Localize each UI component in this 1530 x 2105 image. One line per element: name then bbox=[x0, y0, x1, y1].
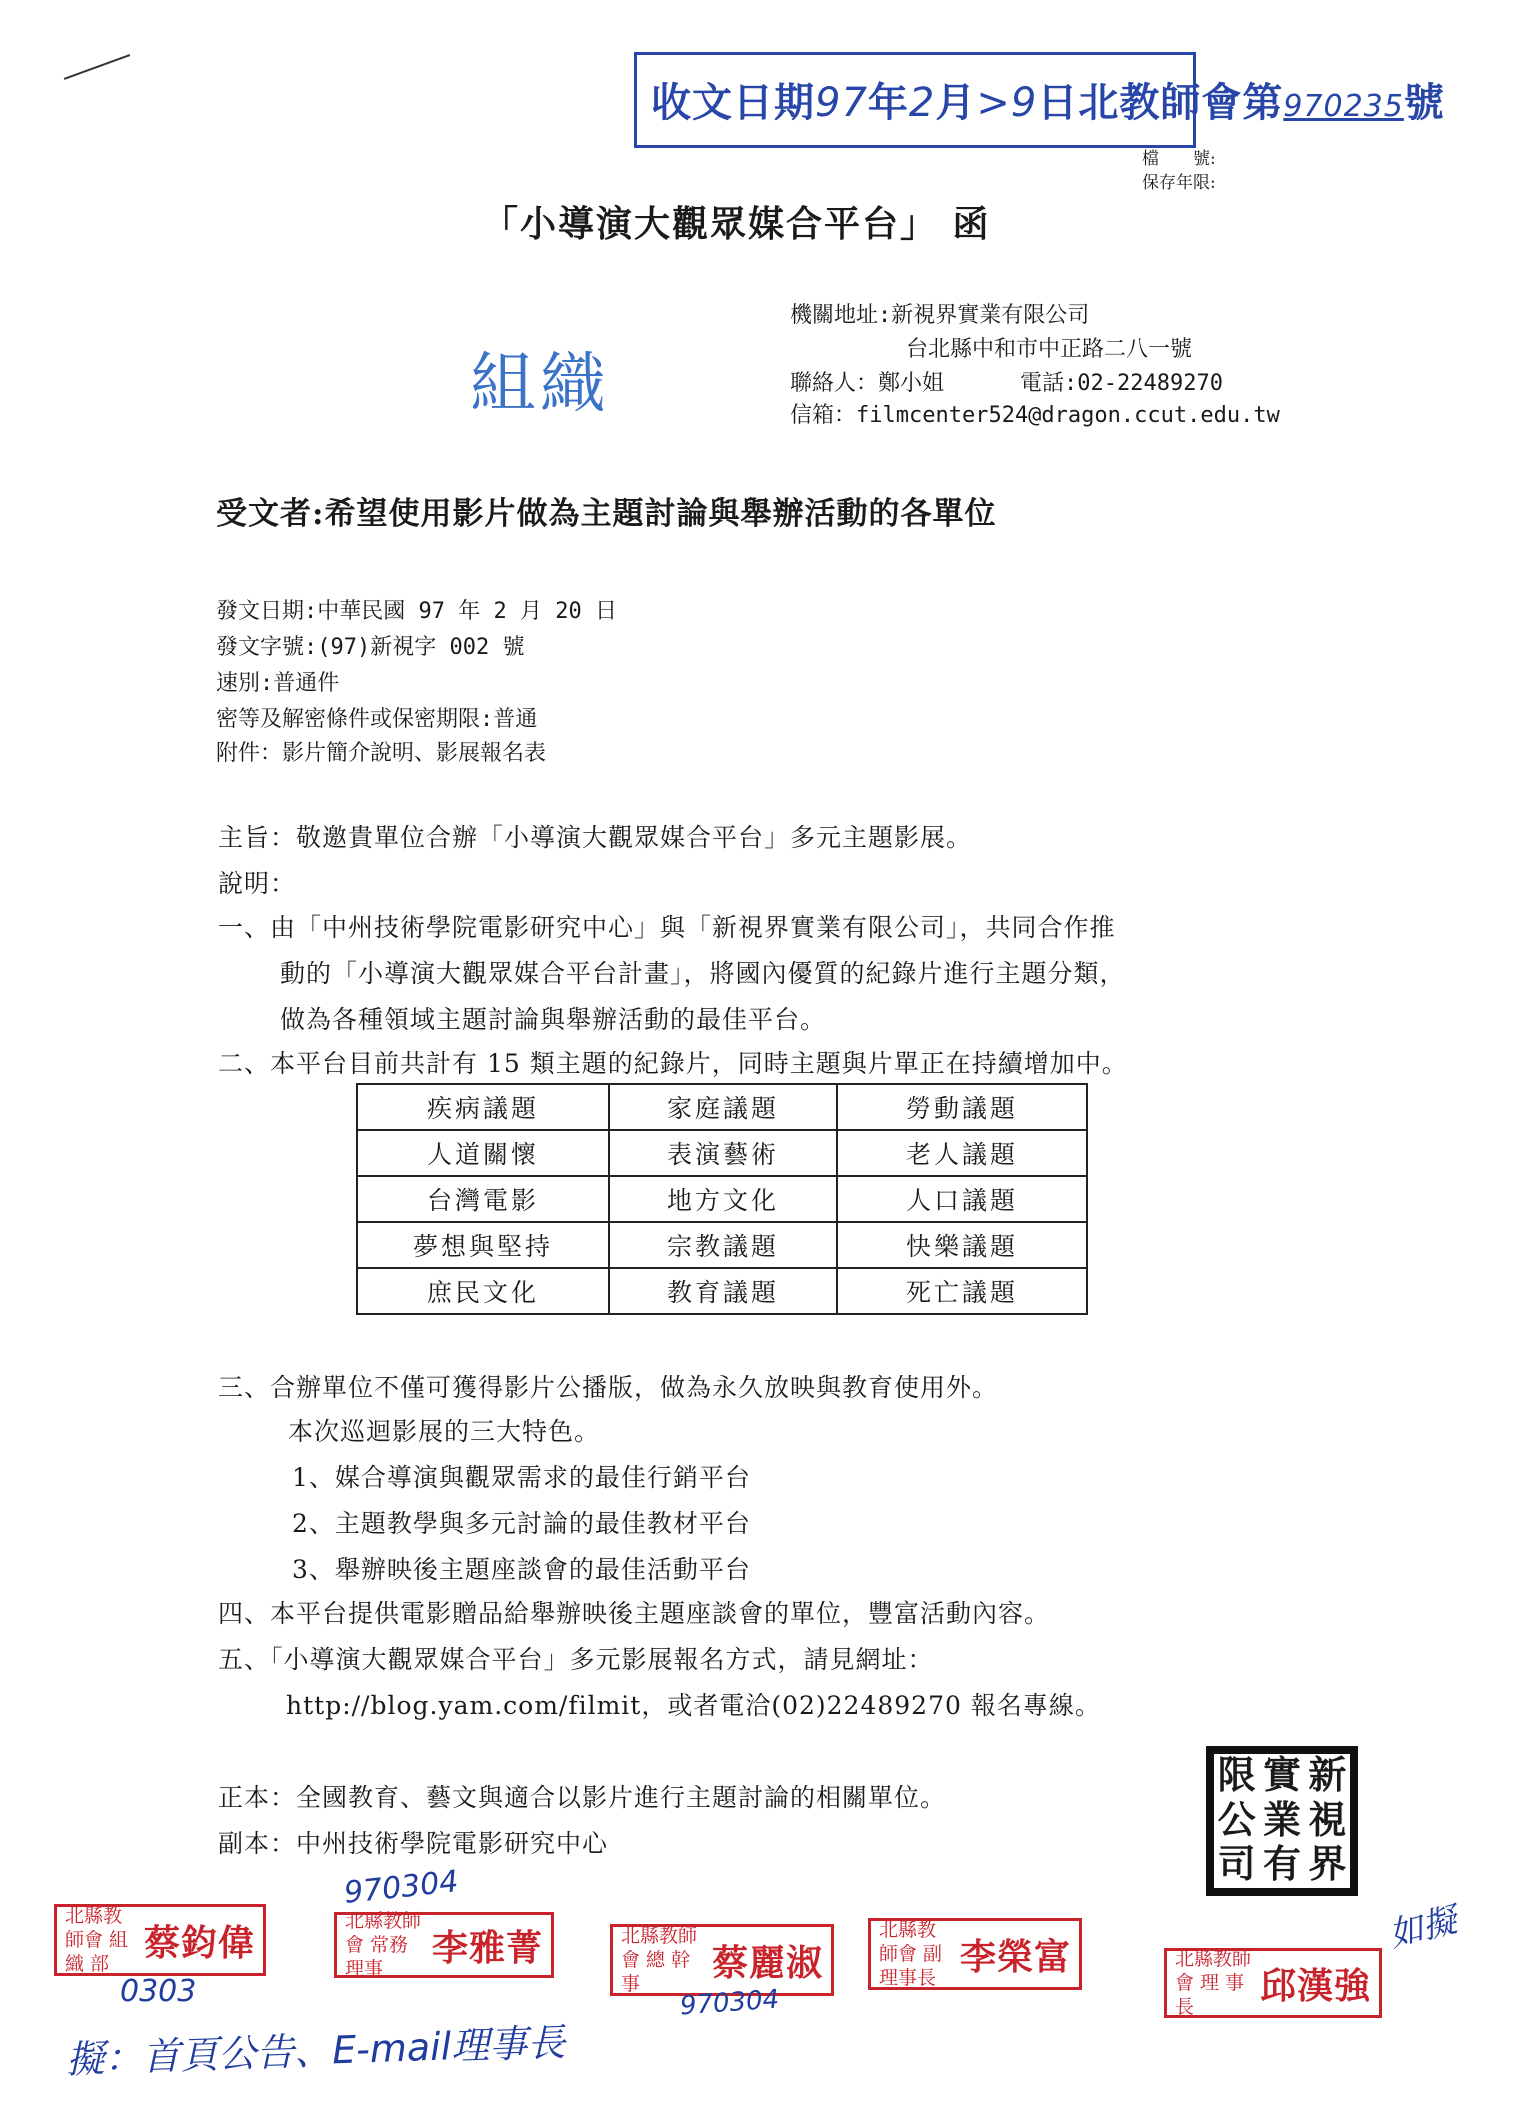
table-cell: 勞動議題 bbox=[837, 1084, 1087, 1130]
item-1-line-2: 動的「小導演大觀眾媒合平台計畫」，將國內優質的紀錄片進行主題分類， bbox=[280, 959, 1126, 988]
approval-stamp-standing-director bbox=[334, 1912, 554, 1978]
handwritten-instruction: 擬：首頁公告、E-mail理事長 bbox=[65, 2020, 566, 2082]
seal-char: 界 bbox=[1308, 1842, 1347, 1887]
seal-char: 實 bbox=[1262, 1753, 1301, 1797]
table-cell: 宗教議題 bbox=[609, 1222, 837, 1268]
table-row bbox=[357, 1084, 1087, 1130]
retention-label: 保存年限: bbox=[1142, 173, 1216, 193]
handwritten-approval: 如擬 bbox=[1385, 1900, 1461, 1956]
contact-email: 信箱：filmcenter524@dragon.ccut.edu.tw bbox=[790, 403, 1280, 428]
receipt-stamp: 收文日期97年2月>9日北教師會第970235號 bbox=[634, 52, 1196, 148]
stamp-title: 北縣教師會 副理事長 bbox=[879, 1919, 943, 1989]
seal-char: 新 bbox=[1308, 1753, 1347, 1797]
item-1-line-1: 一、由「中州技術學院電影研究中心」與「新視界實業有限公司」，共同合作推 bbox=[218, 913, 1116, 942]
seal-char: 有 bbox=[1262, 1842, 1301, 1887]
table-row bbox=[357, 1268, 1087, 1314]
table-row bbox=[357, 1130, 1087, 1176]
stamp-title: 北縣教師會 組 織 部 bbox=[65, 1905, 129, 1975]
issue-date: 發文日期:中華民國 97 年 2 月 20 日 bbox=[216, 599, 617, 624]
issue-number: 發文字號:(97)新視字 002 號 bbox=[216, 635, 525, 660]
security-level: 密等及解密條件或保密期限:普通 bbox=[216, 707, 538, 732]
approval-stamp-org-dept bbox=[54, 1904, 266, 1976]
table-cell: 台灣電影 bbox=[357, 1176, 609, 1222]
table-cell: 老人議題 bbox=[837, 1130, 1087, 1176]
feature-2: 2、主題教學與多元討論的最佳教材平台 bbox=[292, 1509, 751, 1538]
table-cell: 人口議題 bbox=[837, 1176, 1087, 1222]
item-2: 二、本平台目前共計有 15 類主題的紀錄片，同時主題與片單正在持續增加中。 bbox=[218, 1049, 1128, 1078]
stamp-title: 北縣教師會 常務理事 bbox=[345, 1910, 422, 1980]
item-4: 四、本平台提供電影贈品給舉辦映後主題座談會的單位，豐富活動內容。 bbox=[218, 1599, 1051, 1628]
recipient-line: 受文者:希望使用影片做為主題討論與舉辦活動的各單位 bbox=[216, 496, 997, 532]
table-row bbox=[357, 1222, 1087, 1268]
original-recipients: 正本：全國教育、藝文與適合以影片進行主題討論的相關單位。 bbox=[218, 1783, 947, 1812]
item-3-line-2: 本次巡迴影展的三大特色。 bbox=[288, 1417, 601, 1446]
item-1-line-3: 做為各種領域主題討論與舉辦活動的最佳平台。 bbox=[280, 1005, 827, 1034]
stamp-name: 邱漢強 bbox=[1259, 1965, 1371, 2007]
approval-stamp-chairman bbox=[1164, 1948, 1382, 2018]
feature-3: 3、舉辦映後主題座談會的最佳活動平台 bbox=[292, 1555, 751, 1584]
topics-table bbox=[356, 1083, 1088, 1315]
company-seal bbox=[1206, 1746, 1358, 1896]
stamp-title: 北縣教師會 理 事 長 bbox=[1175, 1948, 1252, 2018]
table-cell: 教育議題 bbox=[609, 1268, 837, 1314]
address-line: 機關地址:新視界實業有限公司 bbox=[790, 303, 1090, 328]
department-stamp: 組織 bbox=[470, 345, 610, 422]
table-cell: 表演藝術 bbox=[609, 1130, 837, 1176]
explain-label: 說明： bbox=[218, 869, 297, 898]
handwritten-date-top: 970304 bbox=[342, 1864, 461, 1911]
address-line-2: 台北縣中和市中正路二八一號 bbox=[906, 337, 1193, 362]
copy-recipients: 副本：中州技術學院電影研究中心 bbox=[218, 1829, 609, 1858]
approval-stamp-secretary-general bbox=[610, 1924, 834, 1996]
pen-mark bbox=[64, 54, 130, 80]
speed-class: 速別:普通件 bbox=[216, 671, 340, 696]
contact-person: 聯絡人：鄭小姐 bbox=[790, 371, 945, 396]
attachment-line: 附件：影片簡介說明、影展報名表 bbox=[216, 741, 547, 766]
table-cell: 人道關懷 bbox=[357, 1130, 609, 1176]
table-cell: 庶民文化 bbox=[357, 1268, 609, 1314]
table-cell: 家庭議題 bbox=[609, 1084, 837, 1130]
item-5-line-2: http://blog.yam.com/filmit，或者電洽(02)22489270 報名專線。 bbox=[286, 1691, 1101, 1720]
item-3-line-1: 三、合辦單位不僅可獲得影片公播版，做為永久放映與教育使用外。 bbox=[218, 1373, 999, 1402]
seal-char: 業 bbox=[1262, 1797, 1301, 1842]
table-cell: 地方文化 bbox=[609, 1176, 837, 1222]
stamp-name: 李雅菁 bbox=[431, 1927, 543, 1969]
approval-stamp-vice-chairman bbox=[868, 1918, 1082, 1990]
table-cell: 夢想與堅持 bbox=[357, 1222, 609, 1268]
table-cell: 疾病議題 bbox=[357, 1084, 609, 1130]
handwritten-date-mid: 970304 bbox=[679, 1984, 781, 2022]
handwritten-date-left: 0303 bbox=[120, 1974, 197, 2009]
item-5-line-1: 五、「小導演大觀眾媒合平台」多元影展報名方式，請見網址： bbox=[218, 1645, 934, 1674]
file-number-label: 檔 號: bbox=[1142, 149, 1216, 169]
seal-char: 限 bbox=[1217, 1753, 1256, 1797]
subject-line: 主旨：敬邀貴單位合辦「小導演大觀眾媒合平台」多元主題影展。 bbox=[218, 823, 973, 852]
stamp-title: 北縣教師會 總 幹 事 bbox=[621, 1925, 698, 1995]
document-title: 「小導演大觀眾媒合平台」 函 bbox=[482, 203, 991, 245]
table-cell: 死亡議題 bbox=[837, 1268, 1087, 1314]
stamp-name: 蔡麗淑 bbox=[711, 1942, 823, 1984]
stamp-name: 李榮富 bbox=[959, 1936, 1071, 1978]
stamp-name: 蔡鈞偉 bbox=[143, 1922, 255, 1964]
seal-char: 公 bbox=[1217, 1797, 1256, 1842]
feature-1: 1、媒合導演與觀眾需求的最佳行銷平台 bbox=[292, 1463, 751, 1492]
table-cell: 快樂議題 bbox=[837, 1222, 1087, 1268]
table-row bbox=[357, 1176, 1087, 1222]
contact-phone: 電話:02-22489270 bbox=[1020, 371, 1223, 396]
seal-char: 司 bbox=[1217, 1842, 1256, 1887]
seal-char: 視 bbox=[1308, 1797, 1347, 1842]
